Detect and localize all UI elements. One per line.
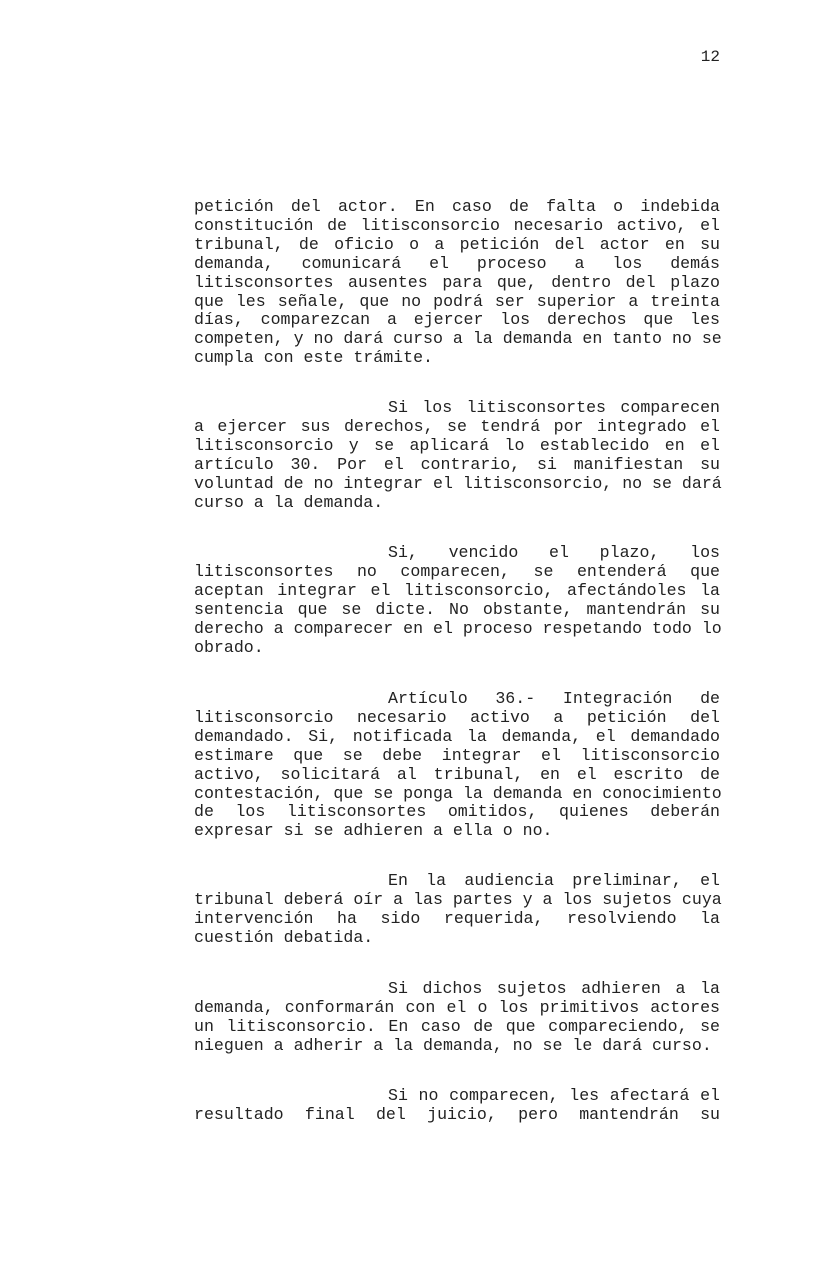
text-line: Si dichos sujetos adhieren a la [388,979,720,998]
text-line: que les señale, que no podrá ser superior a treinta [194,291,720,311]
text-line: cumpla con este trámite. [194,348,433,368]
text-line: estimare que se debe integrar el litisconsorcio [194,745,720,765]
text-line: curso a la demanda. [194,492,384,512]
paragraph [194,399,720,512]
text-line: a ejercer sus derechos, se tendrá por integrado el [194,416,720,436]
text-line: nieguen a adherir a la demanda, no se le dará curso. [194,1035,712,1055]
text-line: Artículo 36.- Integración de [388,689,720,708]
text-line: Si no comparecen, les afectará el [388,1086,720,1105]
text-line: intervención ha sido requerida, resolviendo la [194,908,720,928]
text-line: litisconsortes no comparecen, se entenderá que [194,561,720,581]
text-line: cuestión debatida. [194,927,374,947]
text-line: Si, vencido el plazo, los [388,543,720,562]
text-line: días, comparezcan a ejercer los derechos que les [194,310,720,330]
text-line: un litisconsorcio. En caso de que compareciendo, se [194,1016,720,1036]
page-number: 12 [700,48,720,66]
paragraph [194,980,720,1056]
text-line: En la audiencia preliminar, el [388,871,720,890]
text-line: sentencia que se dicte. No obstante, mantendrán su [194,599,720,619]
paragraph [194,544,720,657]
paragraph [194,690,720,841]
text-line: litisconsorcio necesario activo a petición del [194,707,720,727]
text-line: activo, solicitará al tribunal, en el escrito de [194,764,720,784]
text-line: obrado. [194,637,264,657]
text-line: petición del actor. En caso de falta o indebida [194,197,720,216]
paragraph [194,198,720,368]
text-line: voluntad de no integrar el litisconsorcio, no se dará [194,473,722,493]
paragraph [194,872,720,948]
text-line: resultado final del juicio, pero mantendrán su [194,1104,720,1124]
text-line: demanda, comunicará el proceso a los demás [194,253,720,273]
text-line: Si los litisconsortes comparecen [388,398,720,417]
text-line: tribunal deberá oír a las partes y a los sujetos cuya [194,889,722,909]
paragraph [194,1087,720,1125]
text-line: competen, y no dará curso a la demanda en tanto no se [194,329,722,349]
text-line: de los litisconsortes omitidos, quienes deberán [194,802,720,822]
text-line: litisconsortes ausentes para que, dentro del plazo [194,272,720,292]
text-line: aceptan integrar el litisconsorcio, afectándoles la [194,580,720,600]
text-line: demandado. Si, notificada la demanda, el demandado [194,726,720,746]
text-line: derecho a comparecer en el proceso respetando todo lo [194,618,722,638]
text-line: contestación, que se ponga la demanda en conocimiento [194,783,722,803]
text-line: artículo 30. Por el contrario, si manifiestan su [194,454,720,474]
text-line: tribunal, de oficio o a petición del actor en su [194,234,720,254]
text-line: litisconsorcio y se aplicará lo establecido en el [194,435,720,455]
text-line: constitución de litisconsorcio necesario activo, el [194,215,720,235]
text-line: demanda, conformarán con el o los primitivos actores [194,997,720,1017]
text-line: expresar si se adhieren a ella o no. [194,821,553,841]
